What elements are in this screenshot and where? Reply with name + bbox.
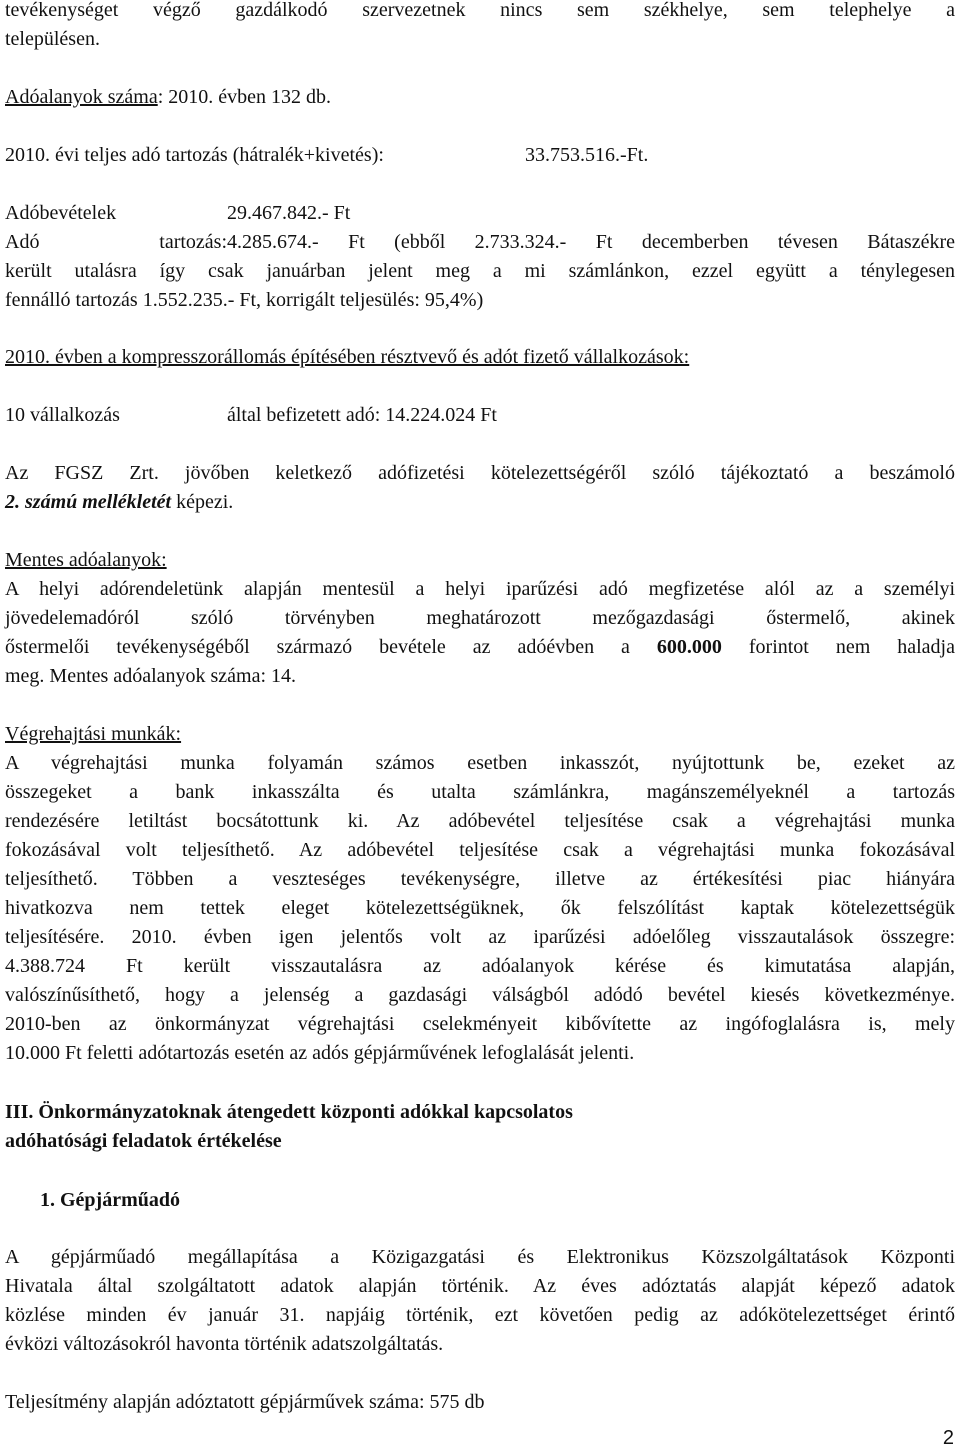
ado-tartozas-value: 4.285.674.- Ft (ebből 2.733.324.- Ft decemberben tévesen Bátaszékre: [227, 231, 955, 253]
gepjarmuado-line: évközi változásokról havonta történik adatszolgáltatás.: [5, 1333, 444, 1355]
adoalanyok-value: : 2010. évben 132 db.: [157, 86, 332, 108]
vegrehajtas-line: 10.000 Ft feletti adótartozás esetén az adós gépjárművének lefoglalását jelenti.: [5, 1042, 635, 1064]
vegrehajtas-line: teljesíthető. Többen a veszteséges tevékenységre, illetve az értékesítési piac hiányára: [5, 868, 955, 890]
mentes-line-3-a: őstermelői tevékenységéből származó bevétele az adóévben a: [5, 636, 657, 658]
adobevetelek-label: Adóbevételek: [5, 202, 117, 224]
vegrehajtas-line: teljesítésére. 2010. évben igen jelentős volt az iparűzési adóelőleg visszautalások összegre:: [5, 926, 955, 948]
teljes-tartozas-label: 2010. évi teljes adó tartozás (hátralék+kivetés):: [5, 144, 384, 166]
kompresszor-heading: 2010. évben a kompresszorállomás építésében résztvevő és adót fizető vállalkozások:: [5, 346, 690, 368]
teljes-tartozas: [5, 141, 955, 170]
ado-tartozas-line-3: fennálló tartozás 1.552.235.- Ft, korrigált teljesülés: 95,4%): [5, 289, 484, 311]
section-iii-title-line-2: adóhatósági feladatok értékelése: [5, 1130, 282, 1152]
vegrehajtas-line: 2010-ben az önkormányzat végrehajtási cselekményeit kibővítette az ingófoglalásra is, mely: [5, 1013, 955, 1035]
intro-line-2: településen.: [5, 28, 100, 50]
vegrehajtas-line: A végrehajtási munka folyamán számos esetben inkasszót, nyújtottunk be, ezeket az: [5, 752, 955, 774]
mentes-line-3: [5, 633, 955, 662]
vegrehajtas-line: 4.388.724 Ft került visszautalásra az adóalanyok kérése és kimutatása alapján,: [5, 955, 955, 977]
adoalanyok-label: Adóalanyok száma: [5, 86, 158, 108]
adoalanyok-szama: [5, 83, 955, 112]
adobevetelek-value: 29.467.842.- Ft: [227, 202, 351, 224]
ado-tartozas-line-2: került utalásra így csak januárban jelent meg a mi számlánkon, ezzel együtt a ténylegesen: [5, 260, 955, 282]
teljes-tartozas-value: 33.753.516.-Ft.: [525, 144, 649, 166]
mentes-line-3-c: forintot nem haladja: [721, 636, 955, 658]
mentes-line-1: A helyi adórendeletünk alapján mentesül a helyi iparűzési adó megfizetése alól az a személyi: [5, 578, 955, 600]
vegrehajtas-line: fokozásával volt teljesíthető. Az adóbevétel teljesítése csak a végrehajtási munka fokozásával: [5, 839, 955, 861]
fgsz-line-1: Az FGSZ Zrt. jövőben keletkező adófizetési kötelezettségéről szóló tájékoztató a beszámoló: [5, 462, 955, 484]
mentes-threshold: 600.000: [656, 636, 722, 658]
gepjarmuado-line: Hivatala által szolgáltatott adatok alapján történik. Az éves adóztatás alapját képező adatok: [5, 1275, 955, 1297]
vegrehajtas-line: rendezésére letiltást bocsátottunk ki. Az adóbevétel teljesítése csak a végrehajtási munka: [5, 810, 955, 832]
gepjarmuado-summary: Teljesítmény alapján adóztatott gépjárművek száma: 575 db: [5, 1391, 485, 1413]
vegrehajtas-heading: Végrehajtási munkák:: [5, 723, 182, 745]
kompresszor-paid: által befizetett adó: 14.224.024 Ft: [227, 404, 497, 426]
page-number: 2: [942, 1427, 954, 1449]
kompresszor-count: 10 vállalkozás: [5, 404, 120, 426]
intro-line-1: tevékenységet végző gazdálkodó szervezetnek nincs sem székhelye, sem telephelye a: [5, 0, 955, 21]
kompresszor-row: [5, 401, 955, 430]
fgsz-line-2: [5, 488, 955, 517]
gepjarmuado-line: közlése minden év január 31. napjáig történik, ezt követően pedig az adókötelezettséget érintő: [5, 1304, 955, 1326]
gepjarmuado-heading: 1. Gépjárműadó: [40, 1189, 180, 1211]
vegrehajtas-line: összegeket a bank inkasszálta és utalta számlánkra, magánszemélyeknél a tartozás: [5, 781, 955, 803]
ado-tartozas-line-1: [5, 228, 955, 257]
fgsz-annex-ref: 2. számú mellékletét: [5, 491, 172, 513]
adobevetelek: [5, 199, 955, 228]
section-iii-title-line-1: III. Önkormányzatoknak átengedett központi adókkal kapcsolatos: [5, 1101, 573, 1123]
vegrehajtas-line: valószínűsíthető, hogy a jelenség a gazdasági válságból adódó bevétel kiesés következménye.: [5, 984, 955, 1006]
mentes-line-4: meg. Mentes adóalanyok száma: 14.: [5, 665, 297, 687]
ado-tartozas-label: Adó tartozás:: [5, 231, 227, 253]
mentes-line-2: jövedelemadóról szóló törvényben meghatározott mezőgazdasági őstermelő, akinek: [5, 607, 955, 629]
fgsz-rest: képezi.: [171, 491, 234, 513]
mentes-heading: Mentes adóalanyok:: [5, 549, 167, 571]
gepjarmuado-line: A gépjárműadó megállapítása a Közigazgatási és Elektronikus Közszolgáltatások Központi: [5, 1246, 955, 1268]
vegrehajtas-line: hivatkozva nem tettek eleget kötelezettségüknek, ők felszólítást kaptak kötelezettségük: [5, 897, 955, 919]
